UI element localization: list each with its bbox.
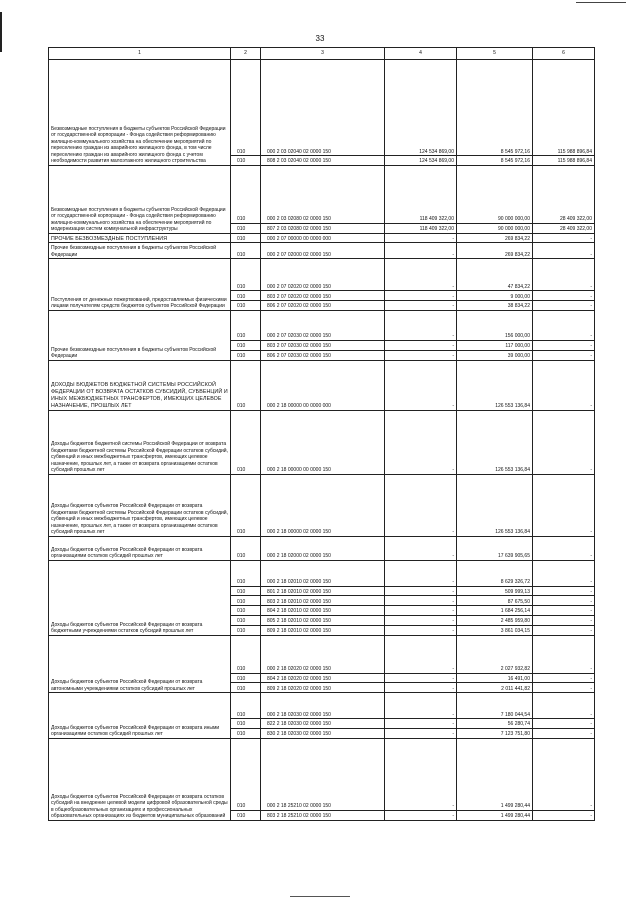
executed-amount-cell: 90 000 000,00 [457,165,533,223]
line-code-cell: 010 [231,156,261,166]
executed-amount-cell: 269 834,22 [457,243,533,259]
remaining-amount-cell: 115 988 896,84 [533,156,595,166]
line-code-cell: 010 [231,673,261,683]
row-name-cell: Безвозмездные поступления в бюджеты субъектов Российской Федерации от государственной корпорации - Фонда содействия реформированию жилищно-коммунального хозяйства на обеспечение мероприятий по модернизации систем коммунальной инфраструктуры [49,165,231,233]
budget-code-cell: 000 2 18 00000 00 0000 150 [261,410,385,474]
approved-amount-cell: - [385,474,457,536]
budget-code-cell: 000 2 18 02020 02 0000 150 [261,635,385,673]
row-name-cell: Доходы бюджетов субъектов Российской Федерации от возврата автономными учреждениями остатков субсидий прошлых лет [49,635,231,693]
executed-amount-cell: 156 000,00 [457,310,533,340]
table-row [49,259,595,291]
budget-code-cell: 801 2 18 02010 02 0000 150 [261,586,385,596]
budget-code-cell: 806 2 07 02030 02 0000 150 [261,350,385,360]
budget-code-cell: 000 2 18 02030 02 0000 150 [261,693,385,719]
executed-amount-cell: 7 180 044,54 [457,693,533,719]
executed-amount-cell: 90 000 000,00 [457,223,533,233]
line-code-cell: 010 [231,596,261,606]
approved-amount-cell: - [385,810,457,820]
executed-amount-cell: 126 553 136,84 [457,474,533,536]
approved-amount-cell: - [385,301,457,311]
budget-code-cell: 807 2 03 02080 02 0000 150 [261,223,385,233]
remaining-amount-cell: - [533,615,595,625]
row-name-cell: Доходы бюджетов субъектов Российской Федерации от возврата бюджетами бюджетной системы Российской Федерации остатков субсидий, субвенций и иных межбюджетных трансфертов, имеющих целевое назначение, прошлых лет, а также от возврата организациями остатков субсидий прошлых лет [49,474,231,536]
budget-code-cell: 803 2 18 25210 02 0000 150 [261,810,385,820]
budget-code-cell: 000 2 03 02080 02 0000 150 [261,165,385,223]
line-code-cell: 010 [231,693,261,719]
approved-amount-cell: - [385,673,457,683]
table-row [49,410,595,474]
scan-edge-mark [0,12,2,52]
remaining-amount-cell: - [533,728,595,738]
line-code-cell: 010 [231,291,261,301]
line-code-cell: 010 [231,536,261,560]
executed-amount-cell: 87 675,50 [457,596,533,606]
remaining-amount-cell: - [533,560,595,586]
line-code-cell: 010 [231,683,261,693]
page-number: 33 [315,34,325,43]
approved-amount-cell: 118 409 322,00 [385,223,457,233]
line-code-cell: 010 [231,243,261,259]
line-code-cell: 010 [231,60,261,156]
table-row [49,243,595,259]
executed-amount-cell: 17 639 905,65 [457,536,533,560]
remaining-amount-cell: - [533,291,595,301]
scan-top-mark [576,2,626,3]
remaining-amount-cell: - [533,738,595,810]
header-col-4: 4 [385,48,457,60]
budget-code-cell: 804 2 18 02010 02 0000 150 [261,606,385,616]
budget-code-cell: 000 2 18 25210 02 0000 150 [261,738,385,810]
table-row [49,360,595,410]
remaining-amount-cell: - [533,586,595,596]
budget-code-cell: 804 2 18 02020 02 0000 150 [261,673,385,683]
line-code-cell: 010 [231,635,261,673]
approved-amount-cell: - [385,560,457,586]
approved-amount-cell: - [385,410,457,474]
executed-amount-cell: 269 834,22 [457,233,533,243]
approved-amount-cell: - [385,243,457,259]
approved-amount-cell: - [385,719,457,729]
remaining-amount-cell: - [533,536,595,560]
budget-code-cell: 803 2 18 02010 02 0000 150 [261,596,385,606]
line-code-cell: 010 [231,586,261,596]
line-code-cell: 010 [231,560,261,586]
table-row [49,738,595,810]
executed-amount-cell: 7 123 751,80 [457,728,533,738]
line-code-cell: 010 [231,728,261,738]
table-row [49,536,595,560]
budget-code-cell: 805 2 18 02010 02 0000 150 [261,615,385,625]
remaining-amount-cell: 115 988 896,84 [533,60,595,156]
executed-amount-cell: 16 491,00 [457,673,533,683]
budget-code-cell: 809 2 18 02020 02 0000 150 [261,683,385,693]
line-code-cell: 010 [231,350,261,360]
approved-amount-cell: - [385,291,457,301]
executed-amount-cell: 117 000,00 [457,340,533,350]
table-row [49,474,595,536]
row-name-cell: Доходы бюджетов субъектов Российской Федерации от возврата организациями остатков субсидий прошлых лет [49,536,231,560]
executed-amount-cell: 47 834,22 [457,259,533,291]
budget-code-cell: 000 2 07 00000 00 0000 000 [261,233,385,243]
remaining-amount-cell: - [533,606,595,616]
approved-amount-cell: 124 534 869,00 [385,60,457,156]
budget-code-cell: 000 2 03 02040 02 0000 150 [261,60,385,156]
remaining-amount-cell: - [533,810,595,820]
line-code-cell: 010 [231,719,261,729]
executed-amount-cell: 9 000,00 [457,291,533,301]
executed-amount-cell: 8 545 972,16 [457,156,533,166]
row-name-cell: Доходы бюджетов субъектов Российской Федерации от возврата иными организациями остатков субсидий прошлых лет [49,693,231,739]
approved-amount-cell: - [385,259,457,291]
remaining-amount-cell: - [533,683,595,693]
remaining-amount-cell: - [533,301,595,311]
table-row [49,635,595,673]
approved-amount-cell: - [385,586,457,596]
executed-amount-cell: 509 999,13 [457,586,533,596]
approved-amount-cell: - [385,625,457,635]
budget-code-cell: 806 2 07 02020 02 0000 150 [261,301,385,311]
executed-amount-cell: 8 545 972,16 [457,60,533,156]
remaining-amount-cell: - [533,474,595,536]
header-col-6: 6 [533,48,595,60]
executed-amount-cell: 1 499 280,44 [457,810,533,820]
row-name-cell: Безвозмездные поступления в бюджеты субъектов Российской Федерации от государственной корпорации - Фонда содействия реформированию жилищно-коммунального хозяйства на обеспечение мероприятий по переселению граждан из аварийного жилищного фонда, в том числе переселению граждан из аварийного жилищного фонда с учетом необходимости развития малоэтажного жилищного строительства [49,60,231,166]
executed-amount-cell: 56 280,74 [457,719,533,729]
table-row [49,60,595,156]
budget-code-cell: 808 2 03 02040 02 0000 150 [261,156,385,166]
row-name-cell: Доходы бюджетов субъектов Российской Федерации от возврата бюджетными учреждениями остатков субсидий прошлых лет [49,560,231,635]
table-row [49,165,595,223]
table-row [49,310,595,340]
budget-code-cell: 809 2 18 02010 02 0000 150 [261,625,385,635]
approved-amount-cell: - [385,310,457,340]
table-row [49,693,595,719]
table-body [49,60,595,821]
executed-amount-cell: 126 553 136,84 [457,410,533,474]
table-row [49,233,595,243]
remaining-amount-cell: - [533,360,595,410]
line-code-cell: 010 [231,165,261,223]
line-code-cell: 010 [231,301,261,311]
row-name-cell: ДОХОДЫ БЮДЖЕТОВ БЮДЖЕТНОЙ СИСТЕМЫ РОССИЙСКОЙ ФЕДЕРАЦИИ ОТ ВОЗВРАТА ОСТАТКОВ СУБСИДИЙ, СУБВЕНЦИЙ И ИНЫХ МЕЖБЮДЖЕТНЫХ ТРАНСФЕРТОВ, ИМЕЮЩИХ ЦЕЛЕВОЕ НАЗНАЧЕНИЕ, ПРОШЛЫХ ЛЕТ [49,360,231,410]
budget-code-cell: 000 2 18 02010 02 0000 150 [261,560,385,586]
remaining-amount-cell: - [533,673,595,683]
approved-amount-cell: - [385,233,457,243]
budget-code-cell: 000 2 18 00000 02 0000 150 [261,474,385,536]
executed-amount-cell: 1 684 256,14 [457,606,533,616]
line-code-cell: 010 [231,259,261,291]
line-code-cell: 010 [231,738,261,810]
executed-amount-cell: 2 485 959,80 [457,615,533,625]
approved-amount-cell: - [385,536,457,560]
header-col-3: 3 [261,48,385,60]
remaining-amount-cell: - [533,340,595,350]
remaining-amount-cell: - [533,693,595,719]
approved-amount-cell: - [385,728,457,738]
line-code-cell: 010 [231,360,261,410]
row-name-cell: Доходы бюджетов субъектов Российской Федерации от возврата остатков субсидий на внедрение целевой модели цифровой образовательной среды в общеобразовательных организациях и профессиональных образовательных организациях из бюджетов муниципальных образований [49,738,231,820]
approved-amount-cell: - [385,693,457,719]
executed-amount-cell: 126 553 136,84 [457,360,533,410]
budget-code-cell: 803 2 07 02020 02 0000 150 [261,291,385,301]
line-code-cell: 010 [231,810,261,820]
executed-amount-cell: 3 861 034,15 [457,625,533,635]
remaining-amount-cell: - [533,635,595,673]
approved-amount-cell: - [385,596,457,606]
approved-amount-cell: - [385,350,457,360]
line-code-cell: 010 [231,615,261,625]
executed-amount-cell: 38 834,22 [457,301,533,311]
remaining-amount-cell: 28 409 322,00 [533,165,595,223]
executed-amount-cell: 1 499 280,44 [457,738,533,810]
row-name-cell: Прочие безвозмездные поступления в бюджеты субъектов Российской Федерации [49,243,231,259]
line-code-cell: 010 [231,310,261,340]
line-code-cell: 010 [231,474,261,536]
budget-code-cell: 803 2 07 02030 02 0000 150 [261,340,385,350]
revenue-table [48,47,595,821]
remaining-amount-cell: - [533,719,595,729]
executed-amount-cell: 2 011 441,82 [457,683,533,693]
approved-amount-cell: 124 534 869,00 [385,156,457,166]
row-name-cell: Прочие безвозмездные поступления в бюджеты субъектов Российской Федерации [49,310,231,360]
remaining-amount-cell: - [533,259,595,291]
footer-line [290,896,350,897]
executed-amount-cell: 2 027 932,82 [457,635,533,673]
approved-amount-cell: - [385,615,457,625]
remaining-amount-cell: - [533,410,595,474]
row-name-cell: Доходы бюджетов бюджетной системы Российской Федерации от возврата бюджетами бюджетной системы Российской Федерации остатков субсидий, субвенций и иных межбюджетных трансфертов, имеющих целевое назначение, прошлых лет, а также от возврата организациями остатков субсидий прошлых лет [49,410,231,474]
table-row [49,560,595,586]
remaining-amount-cell: - [533,233,595,243]
budget-code-cell: 000 2 18 00000 00 0000 000 [261,360,385,410]
remaining-amount-cell: - [533,625,595,635]
line-code-cell: 010 [231,233,261,243]
line-code-cell: 010 [231,625,261,635]
row-name-cell: Поступления от денежных пожертвований, предоставляемых физическими лицами получателям средств бюджетов субъектов Российской Федерации [49,259,231,311]
header-col-5: 5 [457,48,533,60]
header-col-2: 2 [231,48,261,60]
approved-amount-cell: - [385,606,457,616]
approved-amount-cell: - [385,683,457,693]
budget-code-cell: 822 2 18 02030 02 0000 150 [261,719,385,729]
line-code-cell: 010 [231,410,261,474]
line-code-cell: 010 [231,340,261,350]
row-name-cell: ПРОЧИЕ БЕЗВОЗМЕЗДНЫЕ ПОСТУПЛЕНИЯ [49,233,231,243]
approved-amount-cell: 118 409 322,00 [385,165,457,223]
header-col-1: 1 [49,48,231,60]
table-header-row [49,48,595,60]
budget-code-cell: 000 2 07 02000 02 0000 150 [261,243,385,259]
approved-amount-cell: - [385,635,457,673]
budget-code-cell: 000 2 07 02020 02 0000 150 [261,259,385,291]
budget-code-cell: 000 2 18 02000 02 0000 150 [261,536,385,560]
approved-amount-cell: - [385,340,457,350]
remaining-amount-cell: - [533,596,595,606]
budget-code-cell: 000 2 07 02030 02 0000 150 [261,310,385,340]
budget-code-cell: 830 2 18 02030 02 0000 150 [261,728,385,738]
remaining-amount-cell: - [533,243,595,259]
approved-amount-cell: - [385,738,457,810]
executed-amount-cell: 39 000,00 [457,350,533,360]
executed-amount-cell: 8 629 326,72 [457,560,533,586]
remaining-amount-cell: 28 409 322,00 [533,223,595,233]
remaining-amount-cell: - [533,310,595,340]
line-code-cell: 010 [231,606,261,616]
line-code-cell: 010 [231,223,261,233]
remaining-amount-cell: - [533,350,595,360]
approved-amount-cell: - [385,360,457,410]
